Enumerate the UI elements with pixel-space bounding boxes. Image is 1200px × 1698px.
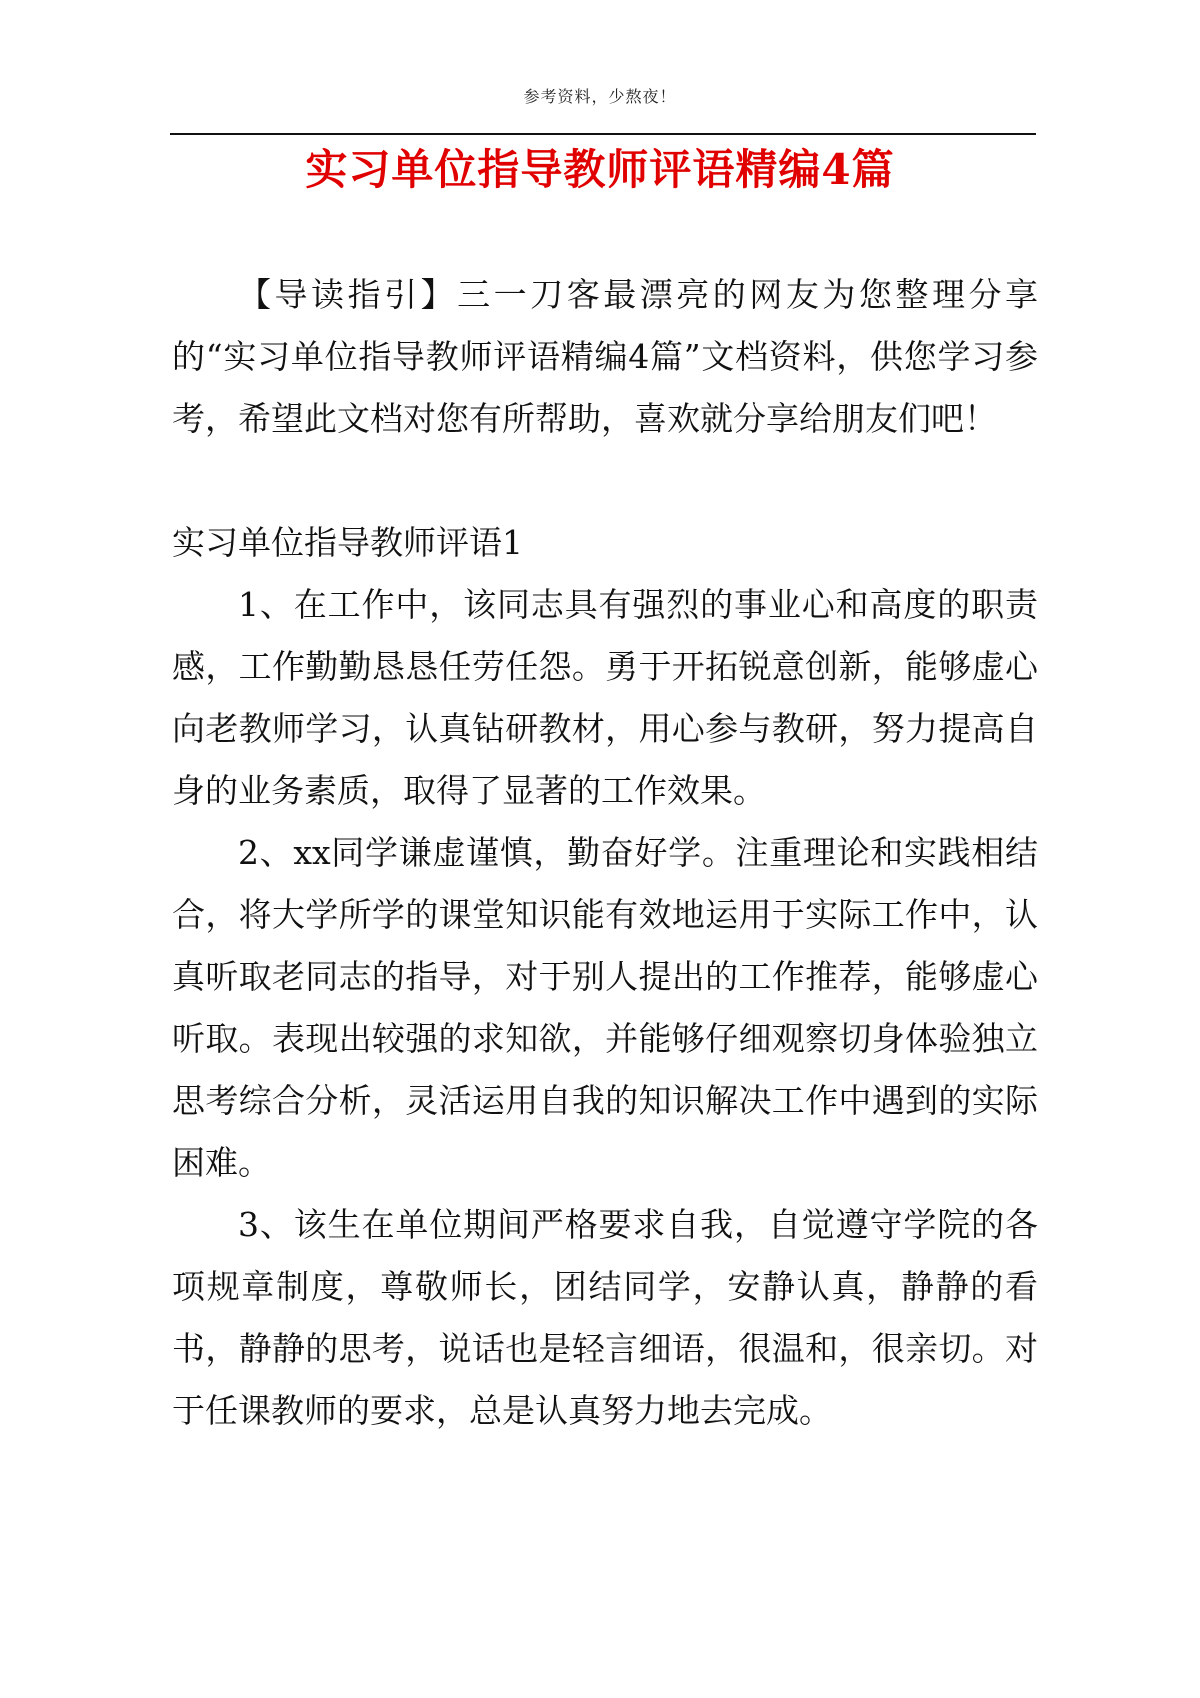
section-heading: 实习单位指导教师评语1 (172, 523, 523, 562)
header-divider (170, 133, 1036, 135)
paragraph-3: 3、该生在单位期间严格要求自我，自觉遵守学院的各项规章制度，尊敬师长，团结同学，安静认真，静静的看书，静静的思考，说话也是轻言细语，很温和，很亲切。对于任课教师的要求，总是认真努力地去完成。 (172, 1205, 1038, 1430)
header-note: 参考资料，少熬夜！ (523, 87, 677, 106)
intro-paragraph: 【导读指引】三一刀客最漂亮的网友为您整理分享的“实习单位指导教师评语精编4篇”文档资料，供您学习参考，希望此文档对您有所帮助，喜欢就分享给朋友们吧！ (172, 275, 1038, 438)
document-title: 实习单位指导教师评语精编4篇 (305, 145, 895, 194)
paragraph-1: 1、在工作中，该同志具有强烈的事业心和高度的职责感，工作勤勤恳恳任劳任怨。勇于开拓锐意创新，能够虚心向老教师学习，认真钻研教材，用心参与教研，努力提高自身的业务素质，取得了显著的工作效果。 (172, 585, 1038, 810)
document-body (172, 264, 1038, 1442)
paragraph-2: 2、xx同学谦虚谨慎，勤奋好学。注重理论和实践相结合，将大学所学的课堂知识能有效地运用于实际工作中，认真听取老同志的指导，对于别人提出的工作推荐，能够虚心听取。表现出较强的求知欲，并能够仔细观察切身体验独立思考综合分析，灵活运用自我的知识解决工作中遇到的实际困难。 (172, 833, 1038, 1182)
